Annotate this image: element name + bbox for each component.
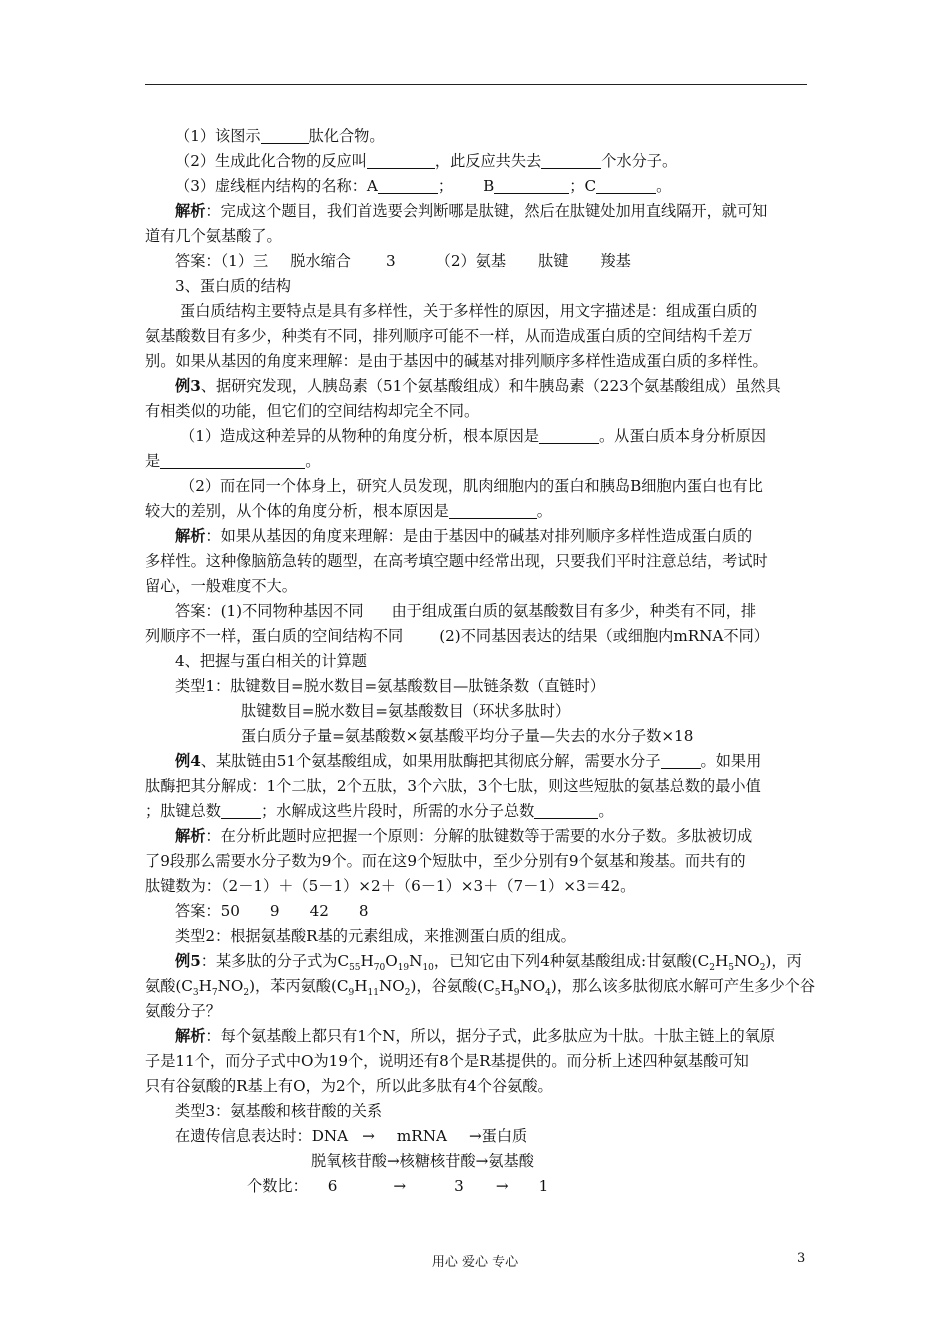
example-5-cont: 氨酸分子？	[145, 1002, 221, 1020]
analysis-1-cont: 道有几个氨基酸了。	[145, 227, 282, 245]
page-number: 3	[797, 1251, 806, 1266]
type-1-formula: 肽键数目=脱水数目=氨基酸数目（环状多肽时）	[241, 702, 571, 720]
page-footer: 用心 爱心 专心	[431, 1255, 519, 1270]
analysis-3-cont: 多样性。这种像脑筋急转的题型，在高考填空题中经常出现，只要我们平时注意总结，考试时	[145, 552, 768, 570]
example-3-q1: （1）造成这种差异的从物种的角度分析，根本原因是 。从蛋白质本身分析原因	[180, 427, 767, 445]
question-3: （3）虚线框内结构的名称：A ； B ；C 。	[175, 177, 672, 195]
example-4-cont: ；肽键总数 ；水解成这些片段时，所需的水分子总数 。	[145, 802, 614, 820]
example-3-q2-cont: 较大的差别，从个体的角度分析，根本原因是 。	[145, 502, 552, 520]
header-rule	[145, 84, 807, 85]
answer-1: 答案：（1）三 脱水缩合 3 （2）氨基 肽键 羧基	[175, 252, 631, 270]
analysis-3-cont: 留心，一般难度不大。	[145, 577, 297, 595]
example-3-q1-cont: 是 。	[145, 452, 321, 470]
example-3-q2: （2）而在同一个体身上，研究人员发现，肌肉细胞内的蛋白和胰岛B细胞内蛋白也有比	[180, 477, 763, 495]
answer-3-cont: 列顺序不一样，蛋白质的空间结构不同 (2)不同基因表达的结果（或细胞内mRNA不同）	[145, 627, 769, 645]
question-2: （2）生成此化合物的反应叫 ，此反应共失去 个水分子。	[175, 152, 678, 170]
section-3-text: 别。如果从基因的角度来理解：是由于基因中的碱基对排列顺序多样性造成蛋白质的多样性。	[145, 352, 768, 370]
section-heading-3: 3、蛋白质的结构	[175, 277, 291, 295]
section-3-text: 氨基酸数目有多少，种类有不同，排列顺序可能不一样，从而造成蛋白质的空间结构千差万	[145, 327, 753, 345]
analysis-5-cont: 子是11个，而分子式中O为19个，说明还有8个是R基提供的。而分析上述四种氨基酸可知	[145, 1052, 749, 1070]
answer-4: 答案：50 9 42 8	[175, 902, 369, 920]
example-3-cont: 有相类似的功能，但它们的空间结构却完全不同。	[145, 402, 480, 420]
analysis-5: 解析：每个氨基酸上都只有1个N，所以，据分子式，此多肽应为十肽。十肽主链上的氧原	[175, 1027, 776, 1045]
analysis-4: 解析：在分析此题时应把握一个原则：分解的肽键数等于需要的水分子数。多肽被切成	[175, 827, 753, 845]
analysis-4-cont: 了9段那么需要水分子数为9个。而在这9个短肽中，至少分别有9个氨基和羧基。而共有的	[145, 852, 746, 870]
type-2: 类型2：根据氨基酸R基的元素组成，来推测蛋白质的组成。	[175, 927, 576, 945]
analysis-5-cont: 只有谷氨酸的R基上有O，为2个，所以此多肽有4个谷氨酸。	[145, 1077, 553, 1095]
document-body	[145, 124, 816, 1199]
question-1: （1）该图示 肽化合物。	[175, 127, 385, 145]
section-3-text: 蛋白质结构主要特点是具有多样性，关于多样性的原因，用文字描述是：组成蛋白质的	[180, 302, 758, 320]
type-1-formula: 蛋白质分子量=氨基酸数×氨基酸平均分子量—失去的水分子数×18	[241, 727, 694, 745]
example-3: 例3、据研究发现，人胰岛素（51个氨基酸组成）和牛胰岛素（223个氨基酸组成）虽然具	[175, 377, 781, 395]
type-3-flow: 脱氧核苷酸→核糖核苷酸→氨基酸	[311, 1152, 534, 1170]
type-3: 类型3：氨基酸和核苷酸的关系	[175, 1102, 383, 1120]
analysis-3: 解析：如果从基因的角度来理解：是由于基因中的碱基对排列顺序多样性造成蛋白质的	[175, 527, 753, 545]
example-4: 例4、某肽链由51个氨基酸组成，如果用肽酶把其彻底分解，需要水分子 。如果用	[175, 752, 762, 770]
example-5: 例5：某多肽的分子式为$C_{55}H_{70}O_{19}N_{10}$，已知它由下列4种氨基酸组成:甘氨酸$(C_2H_5NO_2)$，丙	[175, 952, 802, 974]
type-1-formula: 类型1：肽键数目=脱水数目=氨基酸数目—肽链条数（直链时）	[175, 677, 605, 695]
example-4-cont: 肽酶把其分解成：1个二肽，2个五肽，3个六肽，3个七肽，则这些短肽的氨基总数的最小值	[145, 777, 761, 795]
analysis-4-cont: 肽键数为：（2－1）＋（5－1）×2＋（6－1）×3＋（7－1）×3＝42。	[145, 877, 636, 895]
example-5-cont: 氨酸$(C_3H_7NO_2)$，苯丙氨酸$(C_9H_{11}NO_2)$，谷氨酸$(C_5H_9NO_4)$，那么该多肽彻底水解可产生多少个谷	[145, 977, 816, 999]
type-3-ratio: 个数比： 6 → 3 → 1	[247, 1177, 549, 1195]
type-3-flow: 在遗传信息表达时：DNA → mRNA →蛋白质	[175, 1127, 528, 1145]
section-heading-4: 4、把握与蛋白相关的计算题	[175, 652, 367, 670]
analysis-1: 解析：完成这个题目，我们首选要会判断哪是肽键，然后在肽键处加用直线隔开，就可知	[175, 202, 768, 220]
answer-3: 答案：(1)不同物种基因不同 由于组成蛋白质的氨基酸数目有多少，种类有不同，排	[175, 602, 757, 620]
